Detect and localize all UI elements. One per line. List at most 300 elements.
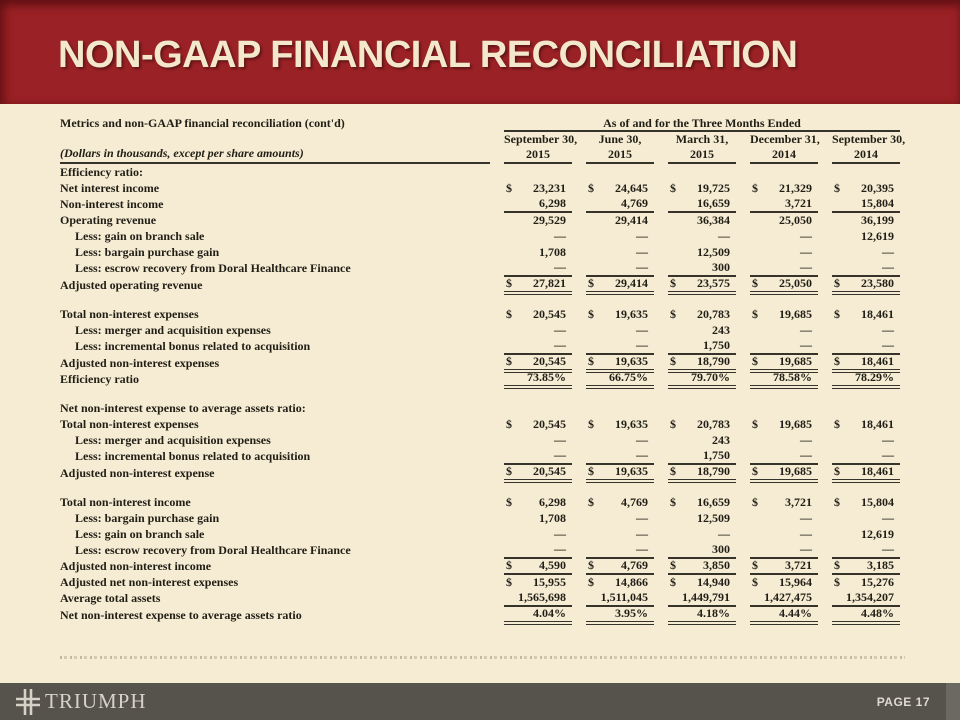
value-cell [668, 464, 736, 483]
row-label: Adjusted non-interest expenses [60, 356, 220, 370]
dollar-sign: $ [670, 558, 676, 572]
value-cell [832, 244, 900, 260]
value-cell [750, 606, 818, 625]
dollar-sign: $ [834, 354, 840, 368]
dollar-sign: $ [752, 574, 758, 589]
value-cell [750, 306, 818, 322]
value-cell [832, 606, 900, 625]
dollar-sign: $ [588, 558, 594, 572]
table-body [60, 164, 900, 622]
value-cell [832, 260, 900, 277]
table-row [60, 370, 900, 386]
cell-value: 1,708 [539, 244, 566, 259]
value-cell [586, 590, 654, 607]
dollar-sign: $ [588, 464, 594, 478]
cell-value: — [882, 542, 894, 556]
period-span-header: As of and for the Three Months Ended [504, 116, 900, 132]
reconciliation-table [60, 116, 906, 622]
cell-value: — [636, 542, 648, 556]
cell-value: — [554, 526, 566, 541]
value-cell [832, 574, 900, 590]
row-label: Adjusted non-interest expense [60, 466, 215, 480]
value-cell [504, 448, 572, 465]
row-label: Less: bargain purchase gain [75, 510, 220, 525]
cell-value: — [636, 228, 648, 243]
column-header [832, 132, 906, 164]
dollar-sign: $ [506, 416, 512, 431]
value-cell [586, 228, 654, 244]
value-cell [832, 276, 900, 295]
table-row [60, 306, 900, 322]
cell-value: 15,804 [861, 196, 894, 210]
value-cell [750, 322, 818, 338]
value-cell [668, 432, 736, 448]
cell-value: 36,384 [697, 212, 730, 227]
cell-value: — [882, 244, 894, 259]
table-row [60, 322, 900, 338]
value-cell [586, 464, 654, 483]
cell-value: 19,685 [779, 306, 812, 321]
cell-value: 23,580 [861, 276, 894, 290]
table-row [60, 276, 900, 292]
cell-value: 1,449,791 [682, 590, 730, 604]
value-cell [504, 526, 572, 542]
value-cell [668, 196, 736, 213]
table-row [60, 510, 900, 526]
cell-value: 1,750 [703, 448, 730, 462]
triumph-cross-icon [16, 689, 40, 715]
cell-value: — [636, 338, 648, 352]
dollar-sign: $ [752, 464, 758, 478]
table-row [60, 260, 900, 276]
table-row [60, 228, 900, 244]
cell-value: 19,685 [779, 354, 812, 368]
value-cell [832, 448, 900, 465]
row-label: Non-interest income [60, 197, 164, 211]
value-cell [586, 370, 654, 389]
cell-value: 1,708 [539, 510, 566, 525]
dollar-sign: $ [588, 180, 594, 195]
cell-value: 19,685 [779, 464, 812, 478]
cell-value: 29,529 [533, 212, 566, 227]
cell-value: — [636, 260, 648, 274]
cell-value: — [882, 510, 894, 525]
value-cell [586, 574, 654, 590]
value-cell [832, 510, 900, 526]
table-caption: Metrics and non-GAAP financial reconciliation (cont'd) [60, 116, 345, 130]
cell-value: 20,545 [533, 306, 566, 321]
value-cell [504, 542, 572, 559]
row-label: Less: merger and acquisition expenses [75, 322, 271, 337]
value-cell [750, 180, 818, 196]
value-cell [750, 260, 818, 277]
cell-value: — [636, 526, 648, 541]
column-header [586, 132, 654, 164]
value-cell [668, 590, 736, 607]
value-cell [504, 606, 572, 625]
cell-value: — [554, 338, 566, 352]
value-cell [504, 276, 572, 295]
dollar-sign: $ [506, 464, 512, 478]
value-cell [668, 322, 736, 338]
table-row [60, 196, 900, 212]
value-cell [504, 370, 572, 389]
dollar-sign: $ [834, 416, 840, 431]
table-row [60, 416, 900, 432]
cell-value: 3,185 [867, 558, 894, 572]
cell-value: 19,725 [697, 180, 730, 195]
value-cell [504, 180, 572, 196]
table-row [60, 526, 900, 542]
value-cell [750, 338, 818, 355]
value-cell [832, 322, 900, 338]
table-header [60, 116, 906, 164]
cell-value: 29,414 [615, 212, 648, 227]
cell-value: 4,769 [621, 494, 648, 509]
cell-value: 300 [712, 260, 730, 274]
value-cell [504, 494, 572, 510]
cell-value: — [554, 322, 566, 337]
cell-value: 20,783 [697, 306, 730, 321]
row-label: Total non-interest expenses [60, 416, 199, 431]
fine-print-line [60, 656, 905, 659]
column-header [750, 132, 818, 164]
cell-value: — [554, 432, 566, 447]
value-cell [668, 526, 736, 542]
column-header [668, 132, 736, 164]
row-label: Total non-interest expenses [60, 306, 199, 321]
value-cell [586, 244, 654, 260]
dollar-sign: $ [506, 354, 512, 368]
dollar-sign: $ [834, 276, 840, 290]
dollar-sign: $ [752, 558, 758, 572]
column-headers [504, 132, 906, 164]
cell-value: 1,511,045 [600, 590, 648, 604]
cell-value: — [554, 448, 566, 462]
value-cell [750, 196, 818, 213]
cell-value: 25,050 [779, 276, 812, 290]
value-cell [586, 416, 654, 432]
value-cell [586, 180, 654, 196]
cell-value: 1,427,475 [764, 590, 812, 604]
cell-value: 73.85% [527, 370, 566, 384]
value-cell [750, 590, 818, 607]
cell-value: 4.48% [861, 606, 894, 620]
value-cell [668, 416, 736, 432]
value-cell [832, 212, 900, 228]
value-cell [832, 416, 900, 432]
value-cell [832, 370, 900, 389]
value-cell [832, 558, 900, 575]
value-cell [504, 244, 572, 260]
cell-value: — [636, 448, 648, 462]
cell-value: — [554, 228, 566, 243]
value-cell [832, 590, 900, 607]
table-row [60, 212, 900, 228]
table-row [60, 606, 900, 622]
cell-value: 18,461 [861, 354, 894, 368]
dollar-sign: $ [506, 558, 512, 572]
table-row [60, 448, 900, 464]
dollar-sign: $ [588, 416, 594, 431]
value-cell [504, 196, 572, 213]
value-cell [750, 212, 818, 228]
value-cell [750, 494, 818, 510]
cell-value: 78.58% [773, 370, 812, 384]
cell-value: 12,509 [697, 244, 730, 259]
cell-value: 19,635 [615, 464, 648, 478]
value-cell [750, 432, 818, 448]
page-number: PAGE 17 [876, 694, 930, 709]
cell-value: 20,545 [533, 354, 566, 368]
cell-value: 18,461 [861, 306, 894, 321]
cell-value: 4.44% [779, 606, 812, 620]
value-cell [586, 510, 654, 526]
cell-value: 12,619 [861, 228, 894, 243]
value-cell [668, 228, 736, 244]
table-row [60, 558, 900, 574]
column-header-year: 2015 [526, 147, 550, 161]
cell-value: 4,590 [539, 558, 566, 572]
table-row [60, 244, 900, 260]
value-cell [668, 606, 736, 625]
cell-value: — [554, 260, 566, 274]
value-cell [504, 338, 572, 355]
table-row [60, 338, 900, 354]
dollar-sign: $ [670, 276, 676, 290]
row-label: Efficiency ratio [60, 372, 139, 386]
title-bar [0, 0, 960, 104]
cell-value: 4,769 [621, 196, 648, 210]
value-cell [668, 180, 736, 196]
value-cell [504, 322, 572, 338]
dollar-sign: $ [670, 354, 676, 368]
value-cell [832, 432, 900, 448]
cell-value: — [800, 526, 812, 541]
value-cell [586, 448, 654, 465]
value-cell [668, 338, 736, 355]
cell-value: 23,575 [697, 276, 730, 290]
row-label: Less: bargain purchase gain [75, 244, 220, 259]
column-header-year: 2014 [772, 147, 796, 161]
table-row [60, 542, 900, 558]
cell-value: 36,199 [861, 212, 894, 227]
cell-value: 24,645 [615, 180, 648, 195]
value-cell [504, 432, 572, 448]
cell-value: 1,750 [703, 338, 730, 352]
cell-value: 1,354,207 [846, 590, 894, 604]
cell-value: 19,635 [615, 416, 648, 431]
value-cell [668, 574, 736, 590]
value-cell [750, 526, 818, 542]
value-cell [750, 228, 818, 244]
value-cell [504, 558, 572, 575]
value-cell [750, 416, 818, 432]
row-label: Less: escrow recovery from Doral Healthcare Finance [75, 543, 351, 557]
value-cell [586, 322, 654, 338]
cell-value: — [800, 542, 812, 556]
cell-value: — [882, 338, 894, 352]
value-cell [586, 260, 654, 277]
value-cell [504, 306, 572, 322]
dollar-sign: $ [834, 180, 840, 195]
dollar-sign: $ [670, 464, 676, 478]
column-header-date: September 30, [504, 132, 578, 146]
cell-value: 66.75% [609, 370, 648, 384]
dollar-sign: $ [506, 306, 512, 321]
row-label: Adjusted operating revenue [60, 278, 203, 292]
cell-value: 18,461 [861, 416, 894, 431]
cell-value: — [800, 228, 812, 243]
row-label: Operating revenue [60, 212, 157, 227]
cell-value: — [882, 448, 894, 462]
value-cell [750, 276, 818, 295]
dollar-sign: $ [670, 416, 676, 431]
dollar-sign: $ [506, 574, 512, 589]
dollar-sign: $ [752, 276, 758, 290]
value-cell [586, 276, 654, 295]
dollar-sign: $ [834, 464, 840, 478]
value-cell [668, 542, 736, 559]
cell-value: 15,804 [861, 494, 894, 509]
cell-value: 20,783 [697, 416, 730, 431]
row-label: Adjusted non-interest income [60, 559, 212, 573]
value-cell [668, 306, 736, 322]
value-cell [668, 448, 736, 465]
row-label: Net non-interest expense to average assets ratio: [60, 400, 306, 415]
cell-value: — [636, 510, 648, 525]
column-header-date: March 31, [675, 132, 729, 146]
dollar-sign: $ [670, 306, 676, 321]
value-cell [668, 558, 736, 575]
row-label: Less: escrow recovery from Doral Healthcare Finance [75, 261, 351, 275]
cell-value: 243 [712, 322, 730, 337]
cell-value: 15,964 [779, 574, 812, 589]
brand-name: TRIUMPH [45, 689, 147, 713]
value-cell [750, 542, 818, 559]
value-cell [668, 244, 736, 260]
row-label: Average total assets [60, 591, 161, 605]
dollar-sign: $ [752, 354, 758, 368]
value-cell [832, 196, 900, 213]
cell-value: 4,769 [621, 558, 648, 572]
value-cell [586, 558, 654, 575]
value-cell [750, 370, 818, 389]
cell-value: 16,659 [697, 494, 730, 509]
table-row [60, 354, 900, 370]
dollar-sign: $ [588, 494, 594, 509]
value-cell [750, 244, 818, 260]
value-cell [750, 574, 818, 590]
cell-value: 79.70% [691, 370, 730, 384]
dollar-sign: $ [506, 180, 512, 195]
value-cell [832, 228, 900, 244]
value-cell [832, 494, 900, 510]
value-cell [504, 212, 572, 228]
cell-value: 12,619 [861, 526, 894, 541]
value-cell [668, 212, 736, 228]
dollar-sign: $ [506, 276, 512, 290]
cell-value: 16,659 [697, 196, 730, 210]
row-label: Less: incremental bonus related to acquisition [75, 339, 311, 353]
cell-value: 14,940 [697, 574, 730, 589]
row-label: Less: incremental bonus related to acquisition [75, 449, 311, 463]
row-label: Net interest income [60, 180, 160, 195]
cell-value: — [636, 432, 648, 447]
dollar-sign: $ [834, 494, 840, 509]
value-cell [668, 260, 736, 277]
footer-bar [0, 683, 960, 720]
dollar-sign: $ [588, 276, 594, 290]
cell-value: 18,790 [697, 354, 730, 368]
value-cell [504, 590, 572, 607]
dollar-sign: $ [588, 574, 594, 589]
cell-value: 19,635 [615, 354, 648, 368]
cell-value: 23,231 [533, 180, 566, 195]
value-cell [832, 338, 900, 355]
cell-value: — [800, 448, 812, 462]
cell-value: 20,545 [533, 416, 566, 431]
cell-value: — [718, 526, 730, 541]
dollar-sign: $ [588, 354, 594, 368]
value-cell [750, 464, 818, 483]
dollar-sign: $ [670, 494, 676, 509]
cell-value: — [718, 228, 730, 243]
value-cell [750, 448, 818, 465]
value-cell [586, 196, 654, 213]
value-cell [668, 370, 736, 389]
row-label: Less: gain on branch sale [75, 526, 205, 541]
cell-value: 4.18% [697, 606, 730, 620]
dollar-sign: $ [506, 494, 512, 509]
value-cell [586, 542, 654, 559]
value-cell [668, 494, 736, 510]
dollar-sign: $ [670, 574, 676, 589]
section-header-row [60, 164, 900, 180]
value-cell [832, 526, 900, 542]
cell-value: 27,821 [533, 276, 566, 290]
table-row [60, 494, 900, 510]
cell-value: — [800, 322, 812, 337]
table-units-note: (Dollars in thousands, except per share amounts) [60, 146, 304, 160]
dollar-sign: $ [752, 180, 758, 195]
table-row [60, 590, 900, 606]
row-label: Less: gain on branch sale [75, 228, 205, 243]
cell-value: 3,721 [785, 196, 812, 210]
value-cell [504, 464, 572, 483]
cell-value: 19,635 [615, 306, 648, 321]
value-cell [668, 276, 736, 295]
value-cell [832, 306, 900, 322]
table-row [60, 464, 900, 480]
row-label: Net non-interest expense to average assets ratio [60, 608, 302, 622]
table-left-header [60, 116, 490, 164]
cell-value: 4.04% [533, 606, 566, 620]
value-cell [504, 416, 572, 432]
cell-value: — [636, 322, 648, 337]
value-cell [504, 260, 572, 277]
cell-value: — [800, 260, 812, 274]
column-header-year: 2015 [608, 147, 632, 161]
value-cell [750, 558, 818, 575]
cell-value: 6,298 [539, 494, 566, 509]
cell-value: 78.29% [855, 370, 894, 384]
row-label: Less: merger and acquisition expenses [75, 432, 271, 447]
dollar-sign: $ [834, 306, 840, 321]
cell-value: 3,721 [785, 494, 812, 509]
cell-value: — [882, 432, 894, 447]
table-period-header [504, 116, 906, 164]
